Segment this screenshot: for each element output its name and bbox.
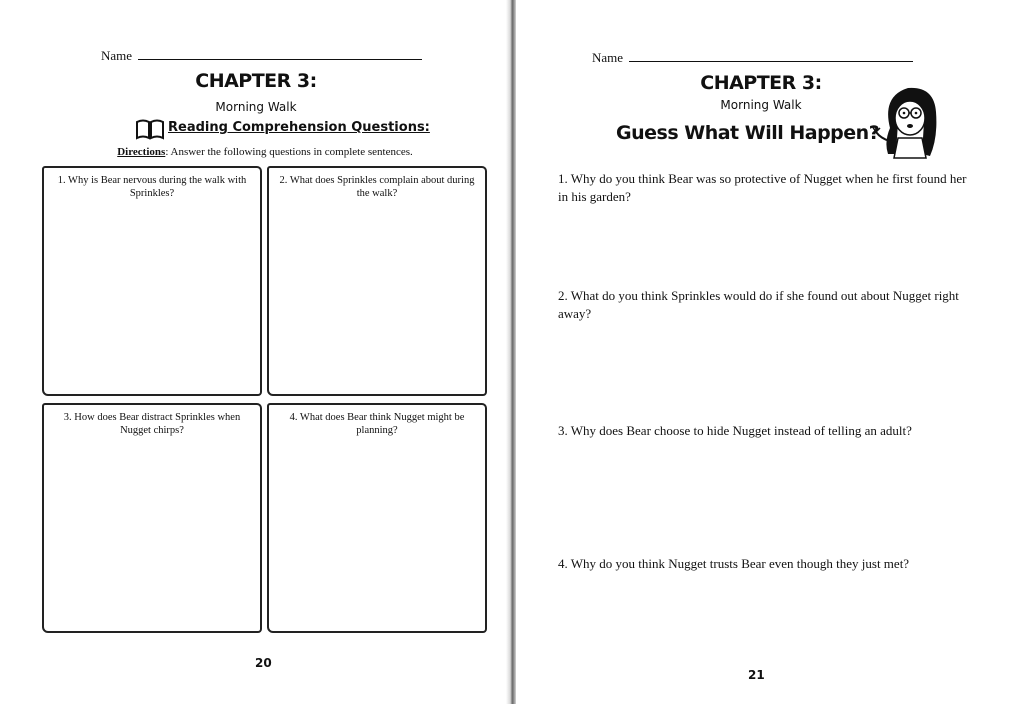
name-blank-line[interactable] (138, 58, 422, 60)
name-blank-line[interactable] (629, 60, 913, 62)
question-1: 1. Why is Bear nervous during the walk with Sprinkles? (57, 175, 247, 200)
girl-with-glasses-illustration (868, 82, 950, 162)
name-field[interactable] (592, 50, 913, 66)
section-title: Guess What Will Happen? (616, 122, 880, 144)
right-page (516, 0, 1024, 704)
section-title: Reading Comprehension Questions: (168, 120, 430, 135)
question-box-4[interactable] (267, 403, 487, 633)
chapter-subtitle: Morning Walk (720, 98, 802, 112)
chapter-subtitle: Morning Walk (215, 100, 297, 114)
page-number: 20 (255, 656, 272, 670)
question-4: 4. Why do you think Nugget trusts Bear even though they just met? (558, 556, 910, 571)
name-field[interactable] (101, 48, 422, 64)
chapter-title: CHAPTER 3: (195, 70, 317, 92)
question-2: 2. What does Sprinkles complain about during the walk? (279, 175, 475, 200)
directions-text: : Answer the following questions in complete sentences. (165, 146, 413, 158)
question-box-3[interactable] (42, 403, 262, 633)
question-box-2[interactable] (267, 166, 487, 396)
question-3: 3. Why does Bear choose to hide Nugget instead of telling an adult? (558, 423, 912, 438)
page-number: 21 (748, 668, 765, 682)
chapter-title: CHAPTER 3: (700, 72, 822, 94)
open-book-icon (135, 118, 165, 140)
question-2: 2. What do you think Sprinkles would do if she found out about Nugget right away? (558, 288, 959, 321)
question-3: 3. How does Bear distract Sprinkles when Nugget chirps? (63, 412, 241, 437)
name-label: Name (592, 50, 624, 65)
question-1: 1. Why do you think Bear was so protective of Nugget when he first found her in his garden? (558, 171, 967, 204)
question-4: 4. What does Bear think Nugget might be planning? (289, 412, 465, 437)
directions (0, 146, 512, 158)
name-label: Name (101, 48, 133, 63)
directions-label: Directions (117, 146, 166, 158)
question-box-1[interactable] (42, 166, 262, 396)
